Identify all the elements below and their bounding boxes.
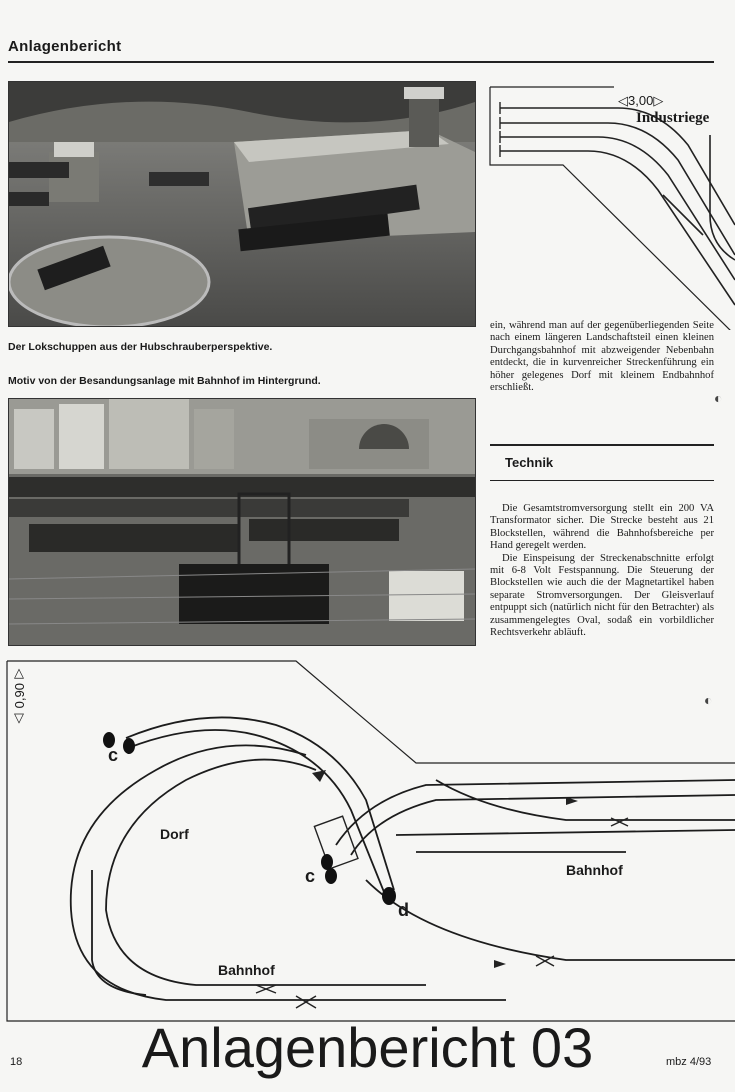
label-bahnhof-bottom: Bahnhof (218, 962, 275, 978)
technik-heading: Technik (505, 455, 554, 470)
inset-scale (618, 93, 663, 109)
signet-icon: ◐ (714, 392, 723, 407)
label-dorf: Dorf (160, 826, 189, 842)
caption-photo-2: Motiv von der Besandungsanlage mit Bahnhof im Hintergrund. (8, 375, 321, 387)
page-number: 18 (10, 1056, 23, 1068)
header-rule (8, 61, 714, 63)
caption-photo-1: Der Lokschuppen aus der Hubschrauberperspektive. (8, 341, 273, 353)
main-track-plan (6, 660, 735, 1022)
technik-paragraph-2: Die Einspeisung der Streckenabschnitte erfolgt mit 6-8 Volt Festspannung. Die Steuerung der Blockstellen wie auch die der Magnetartikel haben separate Stromversorgungen. Der Gleisverlauf entpuppt sich (natürlich nicht für den Betrachter) als zusammengelegtes Oval, sodaß ein vorbildlicher Rechtsverkehr abläuft. (490, 552, 714, 639)
article-intro (490, 320, 714, 394)
section-title: Anlagenbericht (8, 38, 122, 55)
marker-d: d (398, 900, 409, 920)
technik-rule (490, 444, 714, 446)
inset-scale-value: 3,00 (628, 93, 654, 108)
arrow-up-icon: △ (14, 665, 24, 680)
technik-paragraph-1: Die Gesamtstromversorgung stellt ein 200 VA Transformator sicher. Die Strecke besteht aus 21 Blockstellen, während die Bahnhofsbereiche per Hand geregelt werden. (490, 503, 714, 552)
plan-scale (10, 665, 28, 726)
inset-label-industriegebiet: Industriege (636, 110, 710, 126)
footer-title: Anlagenbericht 03 (141, 1016, 594, 1079)
article-technik (490, 503, 714, 639)
label-bahnhof-right: Bahnhof (566, 862, 623, 878)
arrow-left-icon: ◁ (618, 93, 628, 108)
end-signet-icon: ◐ (704, 694, 713, 709)
arrow-down-icon: ▽ (14, 710, 24, 726)
technik-underline (490, 480, 714, 481)
marker-c-mid: c (305, 866, 316, 886)
photo-lokschuppen (8, 81, 476, 327)
arrow-right-icon: ▷ (653, 93, 664, 108)
issue-label: mbz 4/93 (666, 1056, 712, 1068)
intro-paragraph: ein, während man auf der gegenüberliegenden Seite nach einem längeren Landschaftsteil einen kleinen Durchgangsbahnhof mit abzweigender Nebenbahn entdeckt, die in kurvenreicher Streckenführung ein höher gelegenes Dorf mit kleinem Endbahnhof erschließt. (490, 320, 714, 394)
photo-besandungsanlage (8, 398, 476, 646)
marker-c-top: c (108, 745, 119, 765)
plan-scale-value: 0,90 (11, 683, 27, 709)
